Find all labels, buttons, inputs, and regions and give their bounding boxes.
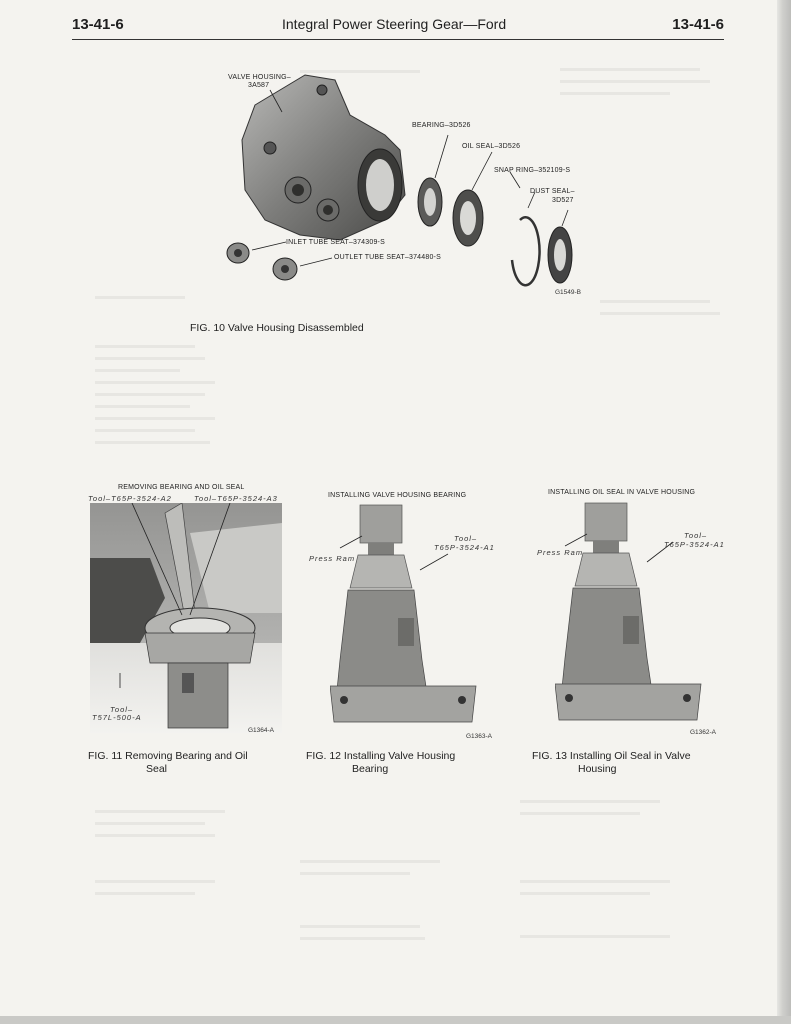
label-valve-housing: VALVE HOUSING– [228, 74, 291, 81]
label-dust-seal-number: 3D527 [552, 197, 574, 204]
fig13-code: G1362-A [690, 729, 717, 736]
fig10-caption: FIG. 10 Valve Housing Disassembled [190, 322, 364, 334]
label-inlet-tube-seat: INLET TUBE SEAT–374309-S [286, 239, 385, 246]
fig13-caption-line2: Housing [578, 763, 617, 775]
fig12-caption-line2: Bearing [352, 763, 389, 775]
label-bearing: BEARING–3D526 [412, 122, 471, 129]
fig12-tool: Tool– [454, 534, 478, 543]
fig13-title: INSTALLING OIL SEAL IN VALVE HOUSING [548, 489, 696, 496]
page-bottom-edge [0, 1016, 791, 1024]
fig13-press-ram: Press Ram [537, 548, 584, 557]
header-rule [72, 39, 724, 40]
label-outlet-tube-seat: OUTLET TUBE SEAT–374480-S [334, 254, 441, 261]
fig12-title: INSTALLING VALVE HOUSING BEARING [328, 492, 467, 499]
fig13-tool: Tool– [684, 531, 708, 540]
fig11-code: G1364-A [248, 727, 275, 734]
fig12-tool-number: T65P-3524-A1 [434, 543, 495, 552]
page-title: Integral Power Steering Gear—Ford [282, 16, 507, 32]
page-number-right: 13-41-6 [672, 16, 724, 33]
label-snap-ring: SNAP RING–352109-S [494, 167, 571, 174]
fig12-press-ram: Press Ram [309, 554, 356, 563]
label-oil-seal: OIL SEAL–3D526 [462, 143, 521, 150]
fig11-tool-b: Tool–T65P-3524-A3 [194, 494, 278, 503]
fig11-tool-c: Tool– [110, 705, 134, 714]
fig13-caption-line1: FIG. 13 Installing Oil Seal in Valve [532, 750, 691, 762]
page-edge-shadow [777, 0, 791, 1024]
label-valve-housing-number: 3A587 [248, 82, 270, 89]
label-dust-seal: DUST SEAL– [530, 188, 575, 195]
fig11-tool-c-number: T57L-500-A [92, 713, 142, 722]
fig11-photo [90, 503, 282, 733]
fig11-title: REMOVING BEARING AND OIL SEAL [118, 484, 245, 491]
fig12-caption-line1: FIG. 12 Installing Valve Housing [306, 750, 456, 762]
fig13-tool-number: T65P-3524-A1 [664, 540, 725, 549]
fig10-code: G1549-B [555, 289, 582, 296]
page-number-left: 13-41-6 [72, 16, 124, 33]
snap-ring-part [512, 217, 540, 285]
fig11-caption-line1: FIG. 11 Removing Bearing and Oil [88, 750, 248, 762]
fig11-caption-line2: Seal [146, 763, 168, 775]
fig12-code: G1363-A [466, 733, 493, 740]
fig11-tool-a: Tool–T65P-3524-A2 [88, 494, 172, 503]
page-header [72, 12, 724, 38]
